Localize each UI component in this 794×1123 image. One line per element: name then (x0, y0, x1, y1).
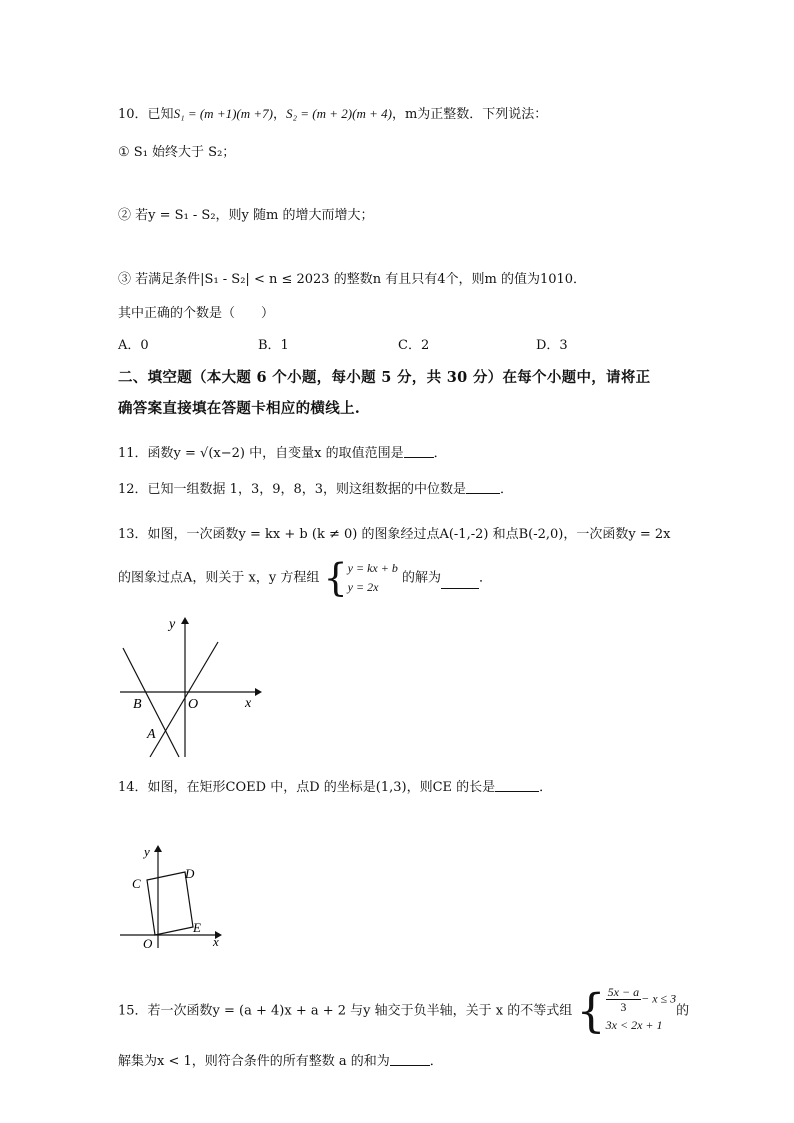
q13-line2 (118, 555, 493, 600)
q10-s1-def: S₁ = (m +1)(m +7) (173, 106, 273, 121)
q14-number: 14． (118, 780, 148, 795)
q10-condition: ，m为正整数．下列说法： (391, 107, 548, 122)
answer-blank[interactable] (404, 445, 434, 458)
section-heading-line1: 二、填空题（本大题 6 个小题，每小题 5 分，共 30 分）在每个小题中，请将正 (118, 369, 651, 386)
q14-end: ． (539, 780, 553, 795)
answer-blank[interactable] (441, 567, 479, 589)
q15-end: ． (429, 1054, 443, 1069)
q12-end: ． (500, 482, 514, 497)
q13-number: 13． (118, 527, 148, 542)
q10-number: 10． (118, 107, 148, 122)
q13-line1 (118, 526, 670, 544)
q13-text-line1: 如图，一次函数y = kx + b (k ≠ 0) 的图象经过点A(-1,-2) 和点B(-2,0)，一次函数y = 2x (147, 527, 671, 542)
answer-blank[interactable] (495, 779, 539, 792)
equation-system (323, 555, 398, 600)
q11-number: 11． (118, 446, 148, 461)
section-heading-line2: 确答案直接填在答题卡相应的横线上. (118, 400, 361, 417)
fraction-denominator: 3 (620, 1000, 627, 1014)
q14-figure (115, 838, 230, 953)
q14-text: 如图，在矩形COED 中，点D 的坐标是(1,3)，则CE 的长是 (147, 780, 496, 795)
inequality-row-1-rest: − x ≤ 3 (641, 991, 677, 1006)
q10-statement-3 (118, 271, 586, 289)
origin-label: O (143, 936, 153, 951)
statement-2-marker: ② (118, 208, 132, 223)
option-a: A．0 (118, 338, 149, 353)
point-c-label: C (132, 876, 141, 891)
q15-line2 (118, 1053, 443, 1071)
q10-comma: ， (273, 107, 287, 122)
left-brace: { (323, 555, 348, 600)
q12-number: 12． (118, 482, 148, 497)
option-b: B．1 (258, 338, 289, 353)
origin-label: O (188, 697, 199, 712)
system-rows (348, 559, 398, 597)
option-c: C．2 (398, 338, 430, 353)
system-row-1: y = kx + b (347, 560, 398, 575)
statement-3-marker: ③ (118, 272, 132, 287)
q10-intro: 已知 (147, 107, 174, 122)
y-axis-arrow-icon (181, 617, 189, 624)
q14 (118, 779, 552, 797)
point-a-label: A (147, 727, 156, 742)
inequality-rows (606, 985, 676, 1036)
inequality-system (576, 985, 676, 1037)
system-row-2: y = 2x (347, 579, 379, 594)
q11-end: ． (433, 446, 447, 461)
q10-statement-2 (118, 207, 374, 225)
line-2x (150, 642, 218, 757)
statement-3-text: 若满足条件|S₁ - S₂| < n ≤ 2023 的整数n 有且只有4个，则m 的值为1010． (135, 272, 587, 287)
y-axis-label: y (169, 617, 176, 632)
option-d: D．3 (536, 338, 568, 353)
q15-number: 15． (118, 1003, 148, 1019)
x-axis-label: x (213, 934, 219, 949)
answer-blank[interactable] (390, 1053, 430, 1066)
q13-text-line2: 的图象过点A，则关于 x，y 方程组 (118, 570, 320, 586)
point-d-label: D (185, 866, 195, 881)
left-brace: { (576, 983, 606, 1038)
x-axis-label: x (245, 696, 252, 711)
inequality-row-1 (606, 985, 676, 1014)
q12-text: 已知一组数据 1，3，9，8，3，则这组数据的中位数是 (147, 482, 467, 497)
q12 (118, 481, 513, 499)
point-e-label: E (193, 920, 201, 935)
point-b-label: B (133, 697, 142, 712)
q15-text-line2: 解集为x < 1，则符合条件的所有整数 a 的和为 (118, 1054, 390, 1069)
inequality-row-2: 3x < 2x + 1 (605, 1018, 663, 1032)
answer-blank[interactable] (466, 481, 500, 494)
q13-text-after: 的解为 (402, 570, 442, 586)
y-axis-arrow-icon (154, 845, 162, 852)
fraction-numerator: 5x − a (607, 985, 640, 999)
q13-end: ． (479, 570, 493, 586)
q10-s2-def: S₂ = (m + 2)(m + 4) (286, 106, 392, 121)
q15-text-line1: 若一次函数y = (a + 4)x + a + 2 与y 轴交于负半轴，关于 x 的不等式组 (147, 1003, 573, 1019)
q11 (118, 445, 447, 463)
x-axis-arrow-icon (255, 688, 262, 696)
q11-text: 函数y = √(x−2) 中，自变量x 的取值范围是 (147, 446, 404, 461)
statement-2-text: 若y = S₁ - S₂，则y 随m 的增大而增大； (135, 208, 374, 223)
rectangle-coed (147, 872, 193, 935)
q10-question: 其中正确的个数是（ ） (118, 306, 275, 321)
q13-figure (115, 612, 265, 762)
inequality-fraction (606, 985, 641, 1014)
statement-1-marker: ① (118, 145, 130, 160)
q10-statement-1 (118, 144, 235, 162)
q10-line1 (118, 105, 547, 124)
statement-1-text: S₁ 始终大于 S₂； (133, 145, 236, 160)
q15-text-after: 的 (676, 1003, 690, 1019)
y-axis-label: y (144, 844, 150, 859)
q15-line1 (118, 985, 689, 1037)
